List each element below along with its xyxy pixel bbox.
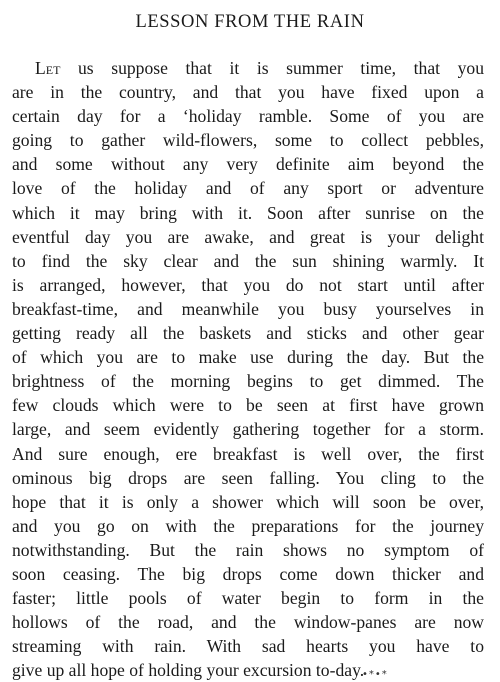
paragraph-line: brightness of the morning begins to get dimmed. The: [12, 371, 484, 392]
chapter-title: LESSON FROM THE RAIN: [135, 12, 365, 32]
paragraph-line: getting ready all the baskets and sticks and other gear: [12, 323, 484, 344]
paragraph-line: ominous big drops are seen falling. You cling to the: [12, 467, 484, 488]
paragraph-line: soon ceasing. The big drops come down thicker and: [12, 563, 484, 584]
paragraph-line: and some without any very definite aim beyond the: [12, 154, 484, 175]
page-ornament: •*•*: [362, 669, 388, 680]
paragraph-line-final: streaming with rain. With sad hearts you have to: [12, 636, 484, 657]
paragraph-line: which it may bring with it. Soon after sunrise on the: [12, 202, 484, 223]
paragraph-line: large, and seem evidently gathering together for a storm.: [12, 419, 484, 440]
paragraph-line: faster; little pools of water begin to form in the: [12, 588, 484, 609]
opening-line-text: us suppose that it is summer time, that you: [60, 58, 484, 78]
paragraph-line: few clouds which were to be seen at first have grown: [12, 395, 484, 416]
paragraph-line: is arranged, however, that you do not start until after: [12, 274, 484, 295]
paragraph-line: breakfast-time, and meanwhile you busy yourselves in: [12, 298, 484, 319]
paragraph-line: notwithstanding. But the rain shows no symptom of: [12, 539, 484, 560]
paragraph-line: hope that it is only a shower which will soon be over,: [12, 491, 484, 512]
opening-word: Let: [35, 58, 61, 78]
paragraph-line-final: give up all hope of holding your excursion to-day.: [12, 660, 365, 681]
paragraph-line: are in the country, and that you have fixed upon a: [12, 82, 484, 103]
body-paragraph: [12, 56, 484, 682]
paragraph-line: and you go on with the preparations for the journey: [12, 515, 484, 536]
paragraph-line: eventful day you are awake, and great is your delight: [12, 226, 484, 247]
paragraph-line: hollows of the road, and the window-panes are now: [12, 612, 484, 633]
paragraph-line: going to gather wild-flowers, some to collect pebbles,: [12, 130, 484, 151]
paragraph-line: of which you are to make use during the day. But the: [12, 347, 484, 368]
paragraph-line: certain day for a ‘holiday ramble. Some of you are: [12, 106, 484, 127]
paragraph-line-1: [12, 56, 484, 80]
paragraph-line: love of the holiday and of any sport or adventure: [12, 178, 484, 199]
paragraph-line: to find the sky clear and the sun shining warmly. It: [12, 250, 484, 271]
paragraph-line: And sure enough, ere breakfast is well over, the first: [12, 443, 484, 464]
